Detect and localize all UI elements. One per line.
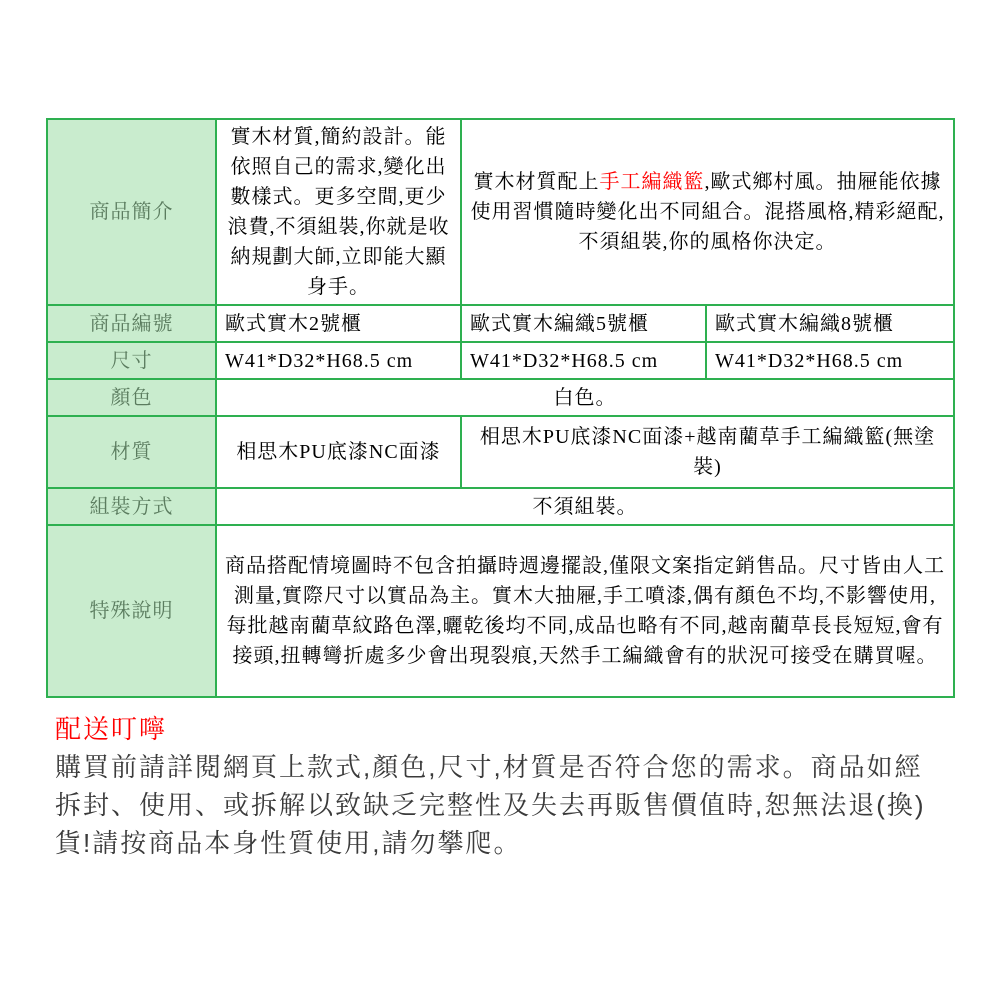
- intro-right-highlight: 手工編織籃: [599, 171, 705, 193]
- size-value-1: W41*D32*H68.5 cm: [216, 342, 461, 379]
- table-row-model: [47, 305, 954, 342]
- special-note-cell: 商品搭配情境圖時不包含拍攝時週邊擺設,僅限文案指定銷售品。尺寸皆由人工測量,實際尺寸以實品為主。實木大抽屜,手工噴漆,偶有顏色不均,不影響使用,每批越南藺草紋路色澤,曬乾後均不同,成品也略有不同,越南藺草長長短短,會有接頭,扭轉彎折處多少會出現裂痕,天然手工編織會有的狀況可接受在購買喔。: [216, 525, 954, 697]
- row-label-special: 特殊說明: [47, 525, 216, 697]
- shipping-note-section: [55, 710, 945, 862]
- intro-right-text-post: ,歐式鄉村風。抽屜能依據使用習慣隨時變化出不同組合。混搭風格,精彩絕配,不須組裝,你的風格你決定。: [470, 171, 945, 253]
- table-row-intro: [47, 119, 954, 305]
- model-value-2: 歐式實木編織5號櫃: [461, 305, 706, 342]
- intro-left-cell: 實木材質,簡約設計。能依照自己的需求,變化出數樣式。更多空間,更少浪費,不須組裝,你就是收納規劃大師,立即能大顯身手。: [216, 119, 461, 305]
- size-value-2: W41*D32*H68.5 cm: [461, 342, 706, 379]
- table-row-special: [47, 525, 954, 697]
- intro-right-cell: [461, 119, 954, 305]
- shipping-note-heading: 配送叮嚀: [55, 714, 168, 744]
- table-row-material: [47, 416, 954, 488]
- color-value-cell: 白色。: [216, 379, 954, 416]
- row-label-size: 尺寸: [47, 342, 216, 379]
- assembly-value-cell: 不須組裝。: [216, 488, 954, 525]
- material-wood-cell: 相思木PU底漆NC面漆: [216, 416, 461, 488]
- shipping-note-body: 購買前請詳閱網頁上款式,顏色,尺寸,材質是否符合您的需求。商品如經拆封、使用、或拆解以致缺乏完整性及失去再販售價值時,恕無法退(換)貨!請按商品本身性質使用,請勿攀爬。: [55, 752, 926, 858]
- row-label-material: 材質: [47, 416, 216, 488]
- size-value-3: W41*D32*H68.5 cm: [706, 342, 954, 379]
- table-row-size: [47, 342, 954, 379]
- model-value-1: 歐式實木2號櫃: [216, 305, 461, 342]
- table-row-color: [47, 379, 954, 416]
- table-row-assembly: [47, 488, 954, 525]
- model-value-3: 歐式實木編織8號櫃: [706, 305, 954, 342]
- intro-right-text-pre: 實木材質配上: [473, 171, 600, 193]
- material-weave-cell: 相思木PU底漆NC面漆+越南藺草手工編織籃(無塗裝): [461, 416, 954, 488]
- row-label-assembly: 組裝方式: [47, 488, 216, 525]
- row-label-model: 商品編號: [47, 305, 216, 342]
- product-spec-table: [46, 118, 955, 698]
- row-label-intro: 商品簡介: [47, 119, 216, 305]
- row-label-color: 顏色: [47, 379, 216, 416]
